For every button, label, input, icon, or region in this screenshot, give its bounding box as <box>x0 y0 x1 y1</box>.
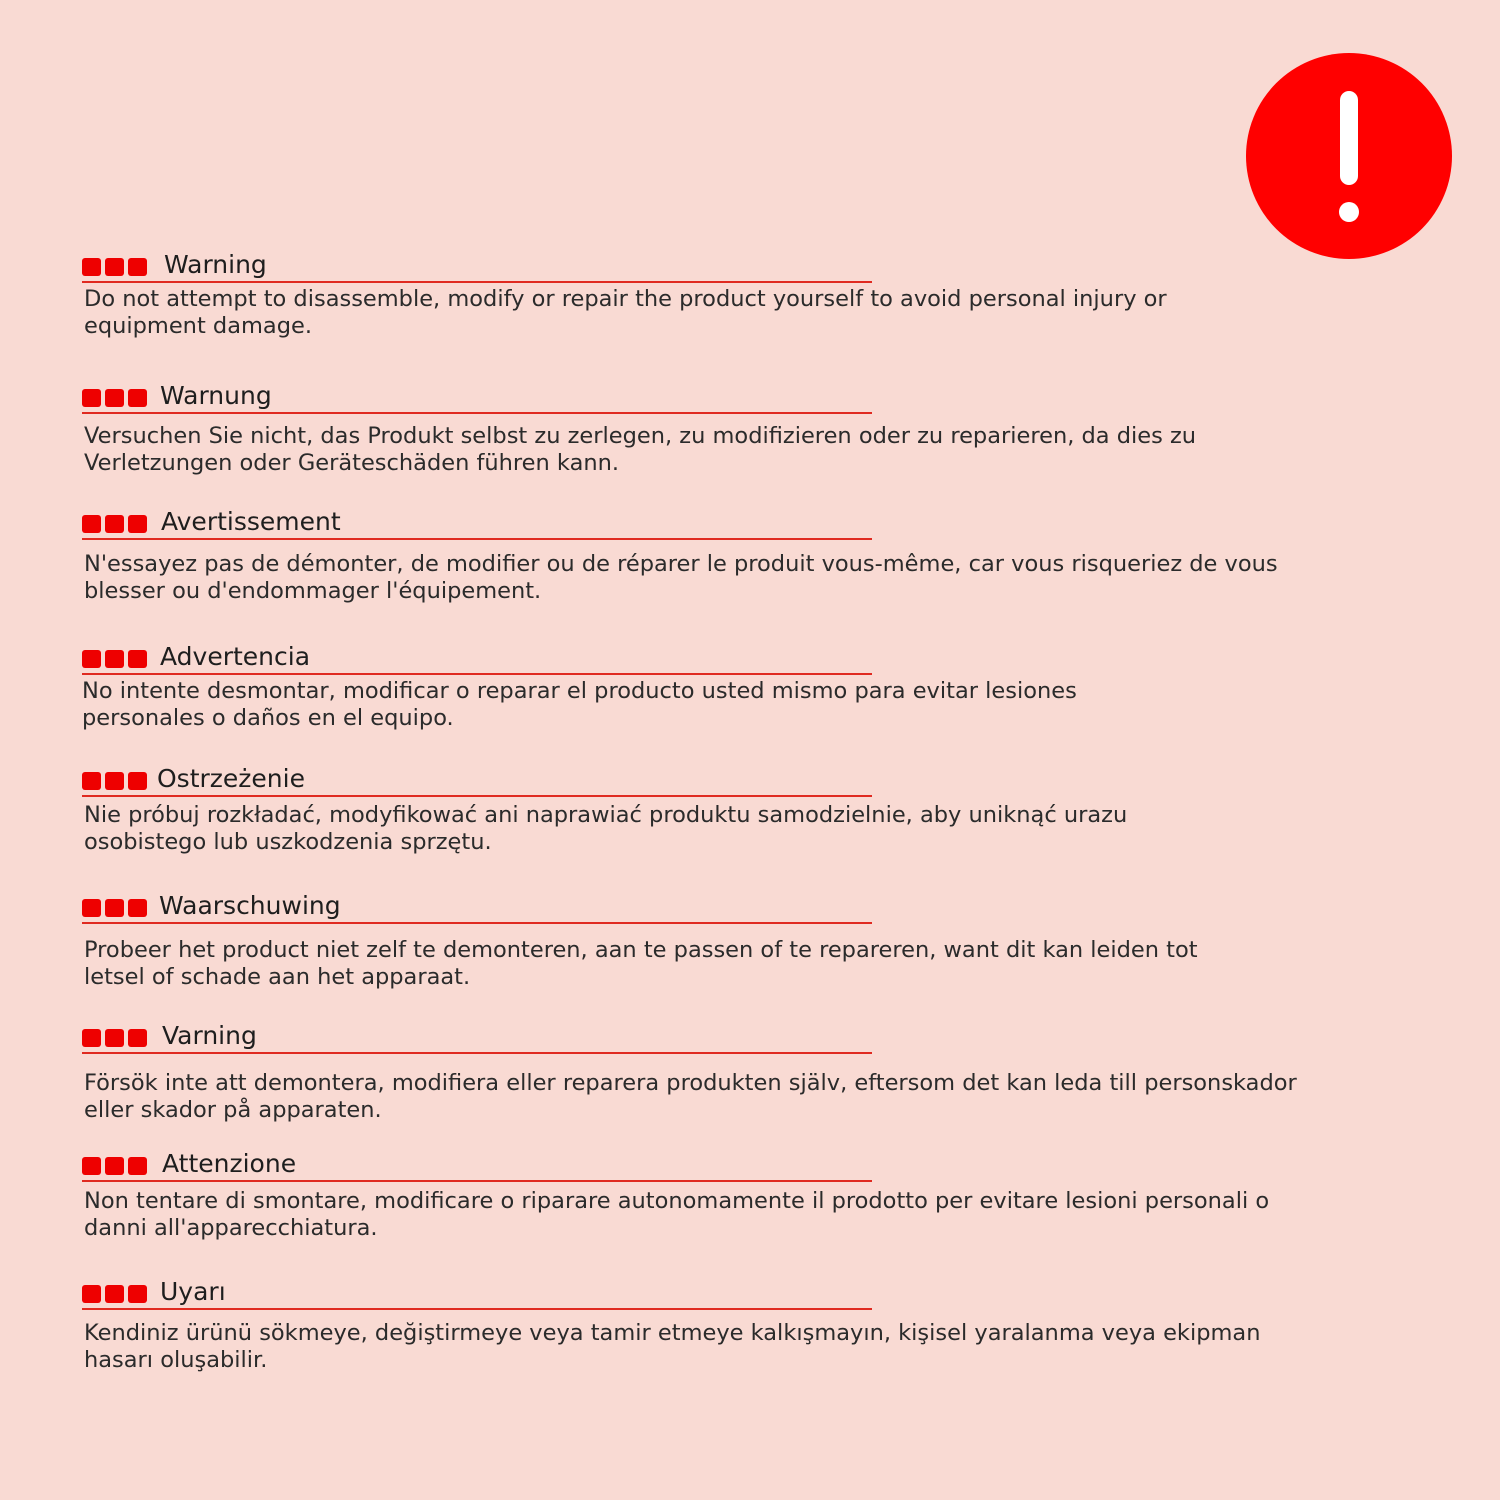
red-squares-icon <box>82 650 148 668</box>
red-squares-icon <box>82 899 148 917</box>
section-header <box>82 1277 1382 1307</box>
section-header <box>82 891 1382 921</box>
title-underline <box>82 412 872 414</box>
section-title: Uyarı <box>160 1277 226 1306</box>
section-text: Non tentare di smontare, modificare o riparare autonomamente il prodotto per evitare lesioni personali o danni all'apparecchiatura. <box>84 1188 1270 1241</box>
section-title: Warnung <box>160 381 272 410</box>
section-text: Kendiniz ürünü sökmeye, değiştirmeye veya tamir etmeye kalkışmayın, kişisel yaralanma veya ekipman hasarı oluşabilir. <box>84 1320 1261 1373</box>
title-underline <box>82 538 872 540</box>
section-title: Avertissement <box>161 507 341 536</box>
section-header <box>82 1149 1382 1179</box>
title-underline <box>82 1180 872 1182</box>
section-text: Versuchen Sie nicht, das Produkt selbst zu zerlegen, zu modifizieren oder zu reparieren, da dies zu Verletzungen oder Geräteschäden führen kann. <box>84 423 1197 476</box>
section-text: Probeer het product niet zelf te demonteren, aan te passen of te repareren, want dit kan leiden tot letsel of schade aan het apparaat. <box>84 937 1198 990</box>
section-header <box>82 507 1382 537</box>
section-header <box>82 642 1382 672</box>
title-underline <box>82 922 872 924</box>
warning-section-es <box>82 642 1382 731</box>
warning-section-fr <box>82 507 1382 604</box>
title-underline <box>82 1052 872 1054</box>
warning-section-pl <box>82 764 1382 855</box>
section-header <box>82 764 1382 794</box>
exclamation-circle-icon <box>1246 53 1452 259</box>
title-underline <box>82 795 872 797</box>
title-underline <box>82 281 872 283</box>
red-squares-icon <box>82 1285 148 1303</box>
red-squares-icon <box>82 1029 148 1047</box>
red-squares-icon <box>82 515 148 533</box>
exclamation-bar <box>1340 91 1358 185</box>
warning-section-it <box>82 1149 1382 1241</box>
section-title: Ostrzeżenie <box>157 764 305 793</box>
section-text: N'essayez pas de démonter, de modifier ou de réparer le produit vous-même, car vous risqueriez de vous blesser ou d'endommager l'équipement. <box>84 551 1278 604</box>
warning-section-nl <box>82 891 1382 990</box>
warning-section-de <box>82 381 1382 476</box>
section-text: No intente desmontar, modificar o reparar el producto usted mismo para evitar lesiones personales o daños en el equipo. <box>82 678 1077 731</box>
section-title: Warning <box>164 250 267 279</box>
section-header <box>82 381 1382 411</box>
red-squares-icon <box>82 772 148 790</box>
section-text: Do not attempt to disassemble, modify or repair the product yourself to avoid personal injury or equipment damage. <box>84 286 1167 339</box>
warning-section-sv <box>82 1021 1382 1123</box>
section-title: Waarschuwing <box>159 891 341 920</box>
title-underline <box>82 673 872 675</box>
section-title: Attenzione <box>162 1149 297 1178</box>
red-squares-icon <box>82 1157 148 1175</box>
section-title: Varning <box>162 1021 257 1050</box>
red-squares-icon <box>82 389 148 407</box>
section-header <box>82 1021 1382 1051</box>
section-text: Försök inte att demontera, modifiera eller reparera produkten själv, eftersom det kan leda till personskador eller skador på apparaten. <box>84 1070 1297 1123</box>
warning-section-en <box>82 250 1382 339</box>
section-text: Nie próbuj rozkładać, modyfikować ani naprawiać produktu samodzielnie, aby uniknąć urazu osobistego lub uszkodzenia sprzętu. <box>84 802 1128 855</box>
red-squares-icon <box>82 258 148 276</box>
section-title: Advertencia <box>160 642 311 671</box>
warning-section-tr <box>82 1277 1382 1373</box>
section-header <box>82 250 1382 280</box>
exclamation-dot <box>1339 202 1359 222</box>
title-underline <box>82 1308 872 1310</box>
